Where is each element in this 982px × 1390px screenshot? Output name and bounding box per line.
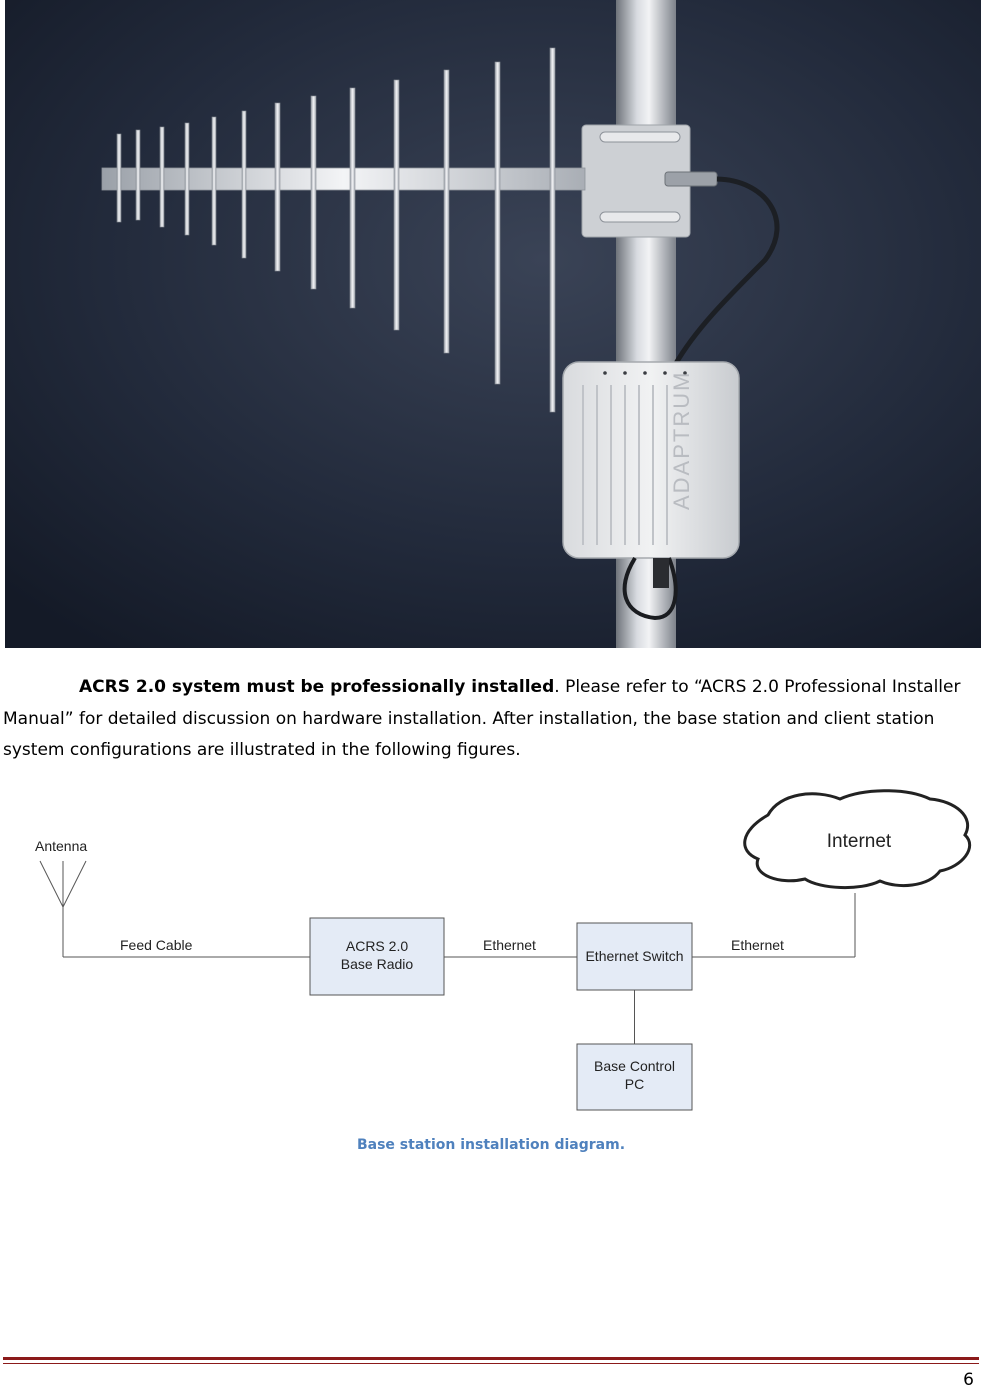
internet-label: Internet (826, 831, 892, 852)
antenna-label: Antenna (35, 838, 88, 854)
product-photo (5, 0, 981, 648)
footer-rule-thin (3, 1363, 979, 1364)
page-number: 6 (963, 1370, 974, 1390)
intro-body-text: . Please refer to “ACRS 2.0 Professional Installer Manual” for detailed discussion on hardware installation. After installation, the base station and client station system configurations are illustrated in the following figures. (3, 677, 961, 760)
ethernet-switch-label: Ethernet Switch (585, 948, 684, 964)
base-radio-label-line2: Base Radio (340, 956, 414, 972)
base-radio-label-line1: ACRS 2.0 (345, 938, 409, 954)
intro-paragraph (3, 672, 963, 767)
antenna-symbol (40, 861, 86, 957)
base-control-pc-label-line2: PC (624, 1076, 645, 1092)
intro-bold-text: ACRS 2.0 system must be professionally installed (79, 677, 555, 697)
product-brand-text: ADAPTRUM (669, 370, 694, 510)
ethernet-left-label: Ethernet (483, 937, 536, 953)
base-station-diagram (0, 785, 982, 1125)
feed-cable-label: Feed Cable (120, 937, 193, 953)
figure-caption: Base station installation diagram. (356, 1137, 626, 1153)
footer-rule (3, 1357, 979, 1360)
ethernet-right-label: Ethernet (731, 937, 784, 953)
base-control-pc-label-line1: Base Control (594, 1058, 675, 1074)
